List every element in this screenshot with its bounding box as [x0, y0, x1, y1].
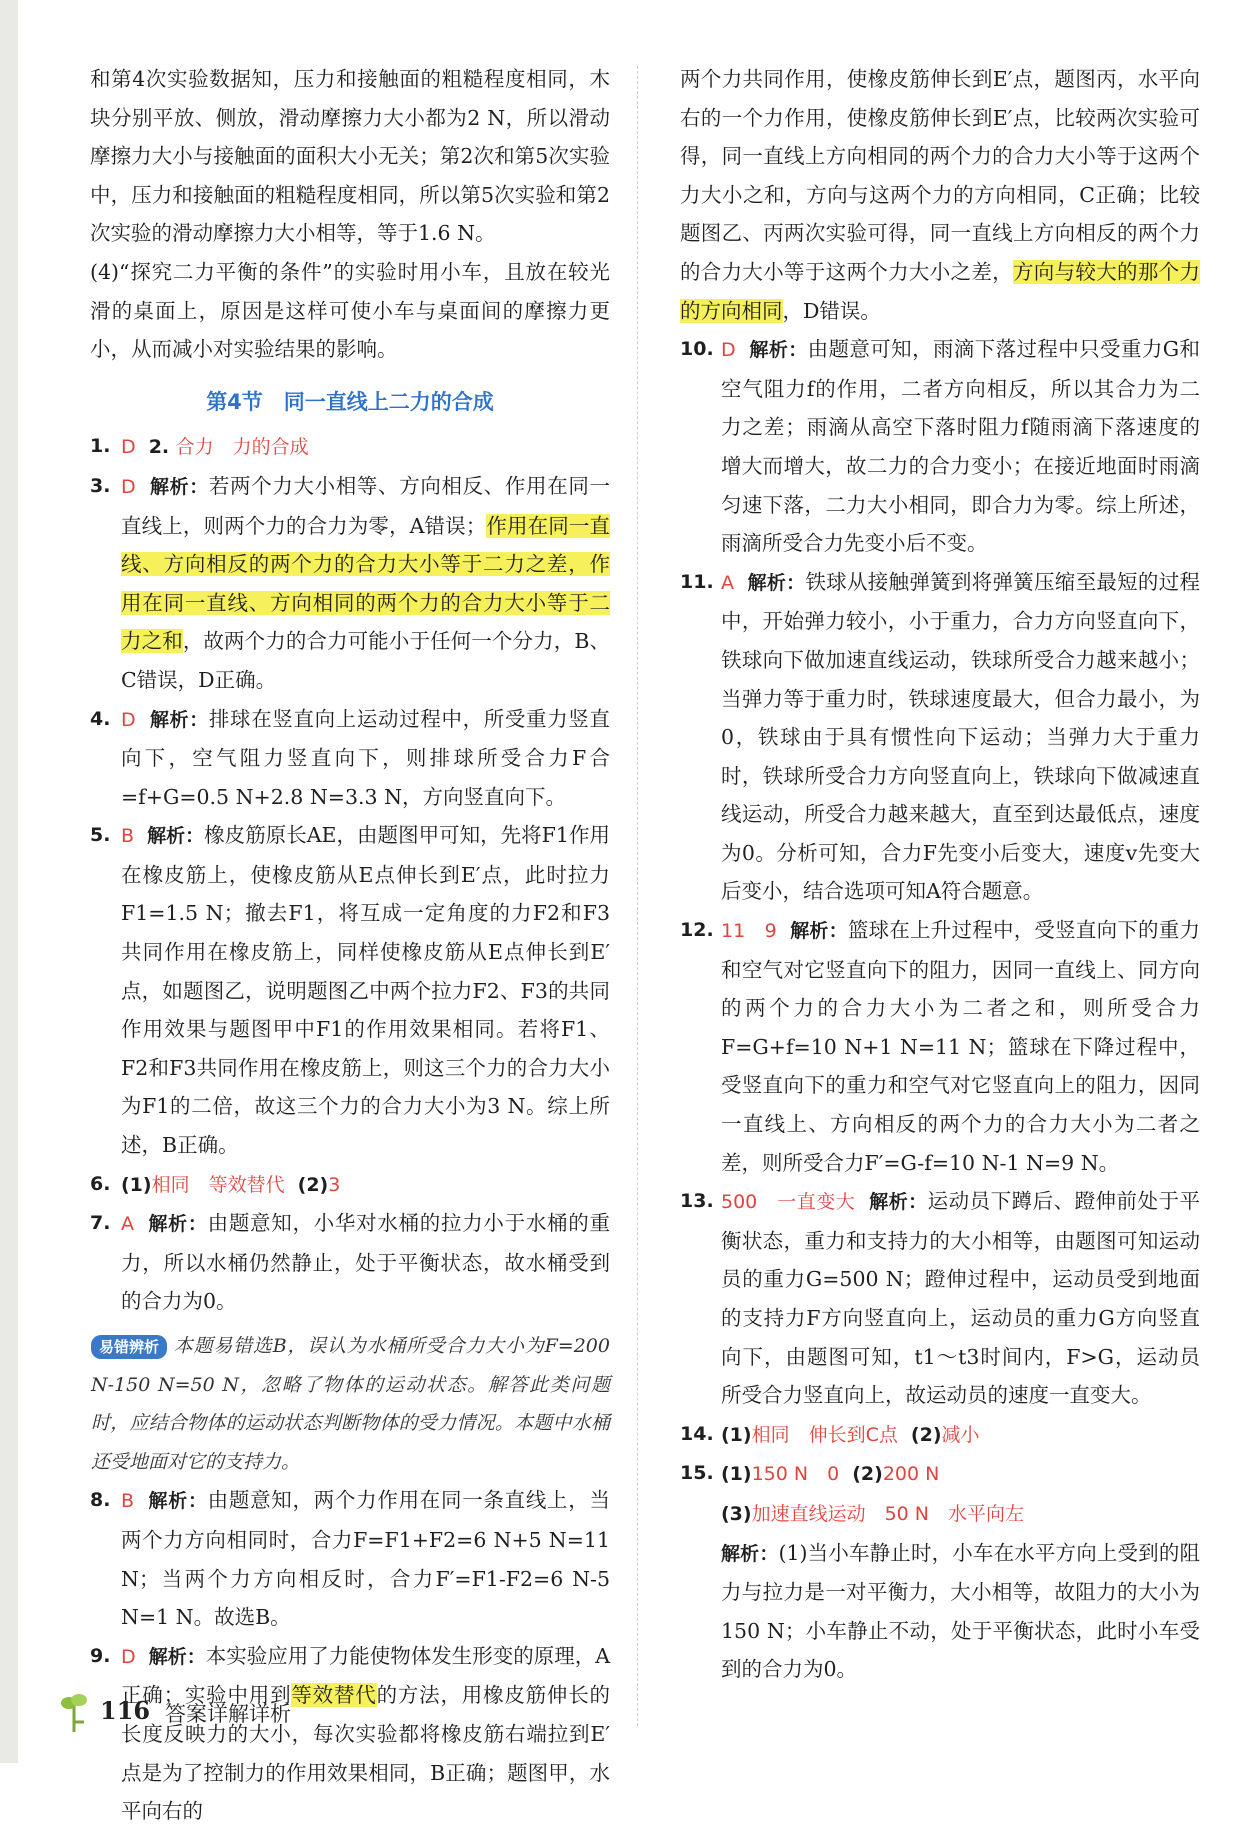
answer-11: 11. A 解析：铁球从接触弹簧到将弹簧压缩至最短的过程中，开始弹力较小，小于重力，合力方向竖直向下，铁球向下做加速直线运动，铁球所受合力越来越小；当弹力等于重力时，铁球速度最大，但合力最小，为0，铁球由于具有惯性向下运动；当弹力大于重力时，铁球所受合力方向竖直向上，铁球向下做减速直线运动，所受合力越来越大，直至到达最低点，速度为0。分析可知，合力F先变小后变大，速度v先变大后变小，结合选项可知A符合题意。 — [680, 569, 1200, 904]
page-number: 116 — [100, 1696, 151, 1725]
section-title: 第4节 同一直线上二力的合成 — [206, 389, 494, 414]
answer-2: 合力 力的合成 — [175, 436, 309, 459]
page-edge — [0, 0, 18, 1763]
answer-4: 4. D 解析：排球在竖直向上运动过程中，所受重力竖直向下，空气阻力竖直向下，则排球所受合力F合=f+G=0.5 N+2.8 N=3.3 N，方向竖直向下。 — [90, 706, 610, 809]
answer-8: 8. B 解析：由题意知，两个力作用在同一条直线上，当两个力方向相同时，合力F=F1+F2=6 N+5 N=11 N；当两个力方向相反时，合力F′=F1-F2=6 N-5 N=1 N。故选B。 — [90, 1488, 610, 1630]
left-column — [90, 60, 610, 1831]
intro-paragraph: 和第4次实验数据知，压力和接触面的粗糙程度相同，木块分别平放、侧放，滑动摩擦力大小都为2 N，所以滑动摩擦力大小与接触面的面积大小无关；第2次和第5次实验中，压力和接触面的粗糙程度相同，所以第5次实验和第2次实验的滑动摩擦力大小相等，等于1.6 N。 — [90, 67, 610, 246]
answer-6: 6. (1)相同 等效替代 (2)3 — [90, 1172, 341, 1196]
answer-10: 10. D 解析：由题意可知，雨滴下落过程中只受重力G和空气阻力f的作用，二者方向相反，所以其合力为二力之差；雨滴从高空下落时阻力f随雨滴下落速度的增大而增大，故二力的合力变小；在接近地面时雨滴匀速下落，二力大小相同，即合力为零。综上所述，雨滴所受合力先变小后不变。 — [680, 337, 1200, 556]
answer-12: 12. 11 9 解析：篮球在上升过程中，受竖直向下的重力和空气对它竖直向下的阻力，因同一直线上、同方向的两个力的合力大小为二者之和，则所受合力F=G+f=10 N+1 N=11 N；篮球在下降过程中，受竖直向下的重力和空气对它竖直向上的阻力，因同一直线上、方向相反的两个力的合力大小为二者之差，则所受合力F′=G-f=10 N-1 N=9 N。 — [680, 918, 1200, 1175]
answer-9: 9. D 解析：本实验应用了力能使物体发生形变的原理，A正确；实验中用到等效替代的方法，用橡皮筋伸长的长度反映力的大小，每次实验都将橡皮筋右端拉到E′点是为了控制力的作用效果相同，B正确；题图甲，水平向右的 — [90, 1643, 611, 1824]
right-column — [680, 60, 1200, 1689]
column-divider — [637, 66, 638, 1726]
answer-15: 15. (1)150 N 0 (2)200 N (3)加速直线运动 50 N 水平向左 解析：(1)当小车静止时，小车在水平方向上受到的阻力与拉力是一对平衡力，大小相等，故阻力的大小为150 N；小车静止不动，处于平衡状态，此时小车受到的合力为0。 — [680, 1462, 1200, 1682]
error-tip: 易错辨析 本题易错选B，误认为水桶所受合力大小为F=200 N-150 N=50 N，忽略了物体的运动状态。解答此类问题时，应结合物体的运动状态判断物体的受力情况。本题中水桶还受地面对它的支持力。 — [91, 1335, 610, 1473]
answer-7: 7. A 解析：由题意知，小华对水桶的拉力小于水桶的重力，所以水桶仍然静止，处于平衡状态，故水桶受到的合力为0。 — [90, 1211, 610, 1314]
answer-13: 13. 500 一直变大 解析：运动员下蹲后、蹬伸前处于平衡状态，重力和支持力的大小相等，由题图可知运动员的重力G=500 N；蹬伸过程中，运动员受到地面的支持力F方向竖直向上，运动员的重力G方向竖直向下，由题图可知，t1～t3时间内，F>G，运动员所受合力竖直向上，故运动员的速度一直变大。 — [680, 1189, 1200, 1408]
tip-badge: 易错辨析 — [91, 1335, 167, 1359]
answer-14: 14. (1)相同 伸长到C点 (2)减小 — [680, 1422, 980, 1446]
answer-1-2: 1. D 2. 合力 力的合成 — [90, 435, 309, 459]
answer-1: D — [121, 436, 136, 459]
highlight: 作用在同一直线、方向相反的两个力的合力大小等于二力之差，作用在同一直线、方向相同的两个力的合力大小等于二力之和 — [121, 513, 610, 654]
leaf-icon — [60, 1692, 88, 1732]
highlight: 等效替代 — [291, 1683, 377, 1708]
answer-5: 5. B 解析：橡皮筋原长AE，由题图甲可知，先将F1作用在橡皮筋上，使橡皮筋从E点伸长到E′点，此时拉力F1=1.5 N；撤去F1，将互成一定角度的力F2和F3共同作用在橡皮筋上，同样使橡皮筋从E点伸长到E′点，如题图乙，说明题图乙中两个拉力F2、F3的共同作用效果与题图甲中F1的作用效果相同。若将F1、F2和F3共同作用在橡皮筋上，则这三个力的合力大小为F1的二倍，故这三个力的合力大小为3 N。综上所述，B正确。 — [90, 823, 610, 1158]
part4-paragraph: (4)“探究二力平衡的条件”的实验时用小车，且放在较光滑的桌面上，原因是这样可使小车与桌面间的摩擦力更小，从而减小对实验结果的影响。 — [90, 259, 610, 362]
answer-9-continued: 两个力共同作用，使橡皮筋伸长到E′点，题图丙，水平向右的一个力作用，使橡皮筋伸长到E′点，比较两次实验可得，同一直线上方向相同的两个力的合力大小等于这两个力大小之和，方向与这两个力的方向相同，C正确；比较题图乙、丙两次实验可得，同一直线上方向相反的两个力的合力大小等于这两个力大小之差，方向与较大的那个力的方向相同，D错误。 — [680, 67, 1200, 323]
footer-label: 答案详解详析 — [165, 1702, 291, 1726]
answer-3: 3. D 解析：若两个力大小相等、方向相反、作用在同一直线上，则两个力的合力为零，A错误；作用在同一直线、方向相反的两个力的合力大小等于二力之差，作用在同一直线、方向相同的两个力的合力大小等于二力之和，故两个力的合力可能小于任何一个分力，B、C错误，D正确。 — [90, 473, 610, 692]
highlight: 方向与较大的那个力的方向相同 — [680, 259, 1200, 323]
